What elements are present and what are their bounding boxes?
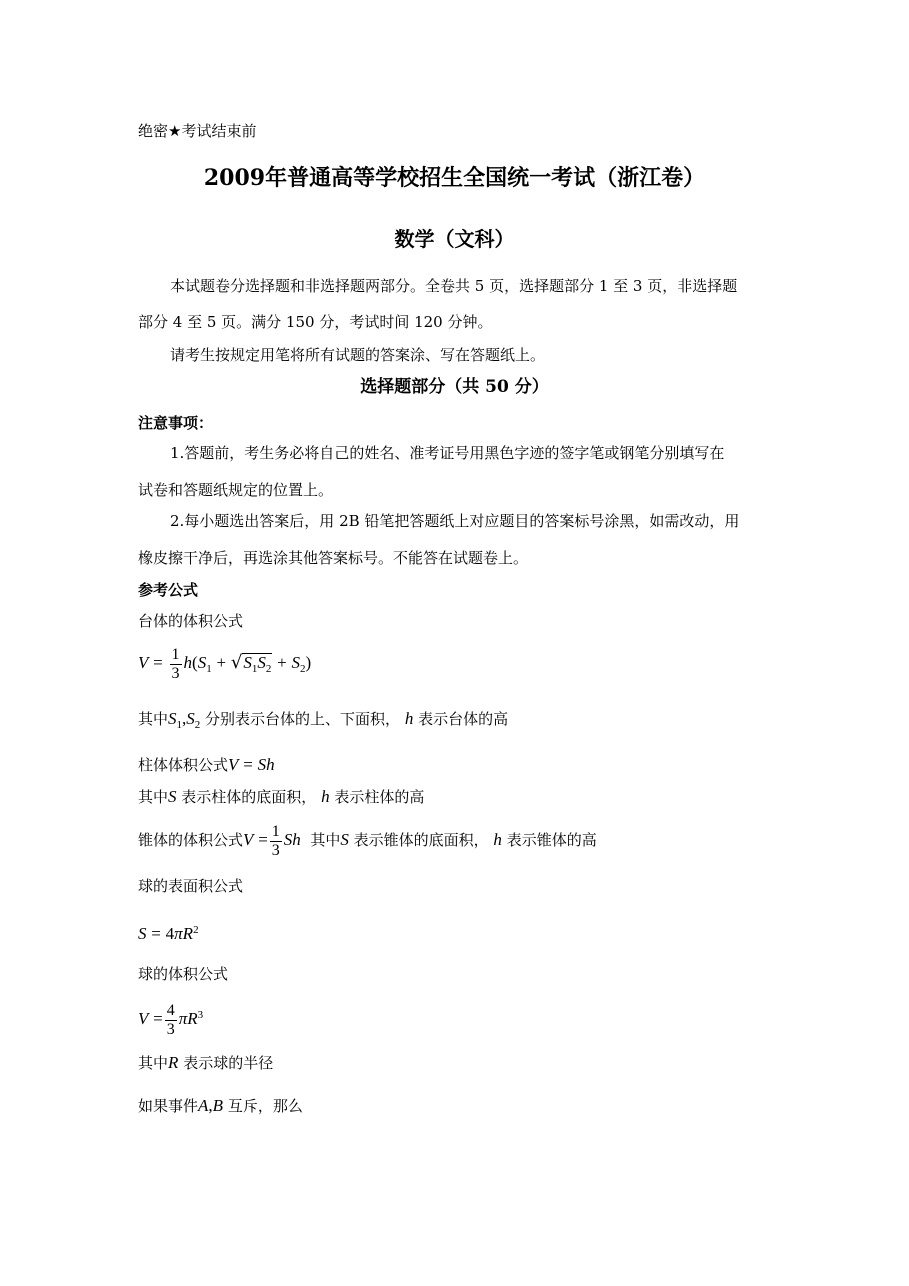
events-line: 如果事件A,B 互斥，那么: [138, 1096, 303, 1115]
prism-formula: 柱体体积公式V = Sh: [138, 755, 275, 774]
intro-line-3: 请考生按规定用笔将所有试题的答案涂、写在答题纸上。: [170, 346, 546, 364]
secret-label: 绝密★考试结束前: [138, 122, 257, 140]
notes-item-2-line-1: 2.每小题选出答案后，用 2B 铅笔把答题纸上对应题目的答案标号涂黑，如需改动，用: [170, 512, 740, 530]
sphere-area-label: 球的表面积公式: [138, 877, 244, 895]
notes-item-2-line-2: 橡皮擦干净后，再选涂其他答案标号。不能答在试题卷上。: [138, 549, 529, 567]
notes-item-1-line-1: 1.答题前，考生务必将自己的姓名、准考证号用黑色字迹的签字笔或钢笔分别填写在: [170, 444, 725, 462]
sphere-volume-formula: V = $\frac{4}{3}$ $\pi R^3$: [138, 1001, 204, 1038]
prism-desc: 其中S 表示柱体的底面积， h 表示柱体的高: [138, 787, 425, 806]
frustum-formula: V = $\frac{1}{3}$ $h(S_1 + √S_1S_2 + S_2)$: [138, 645, 312, 682]
sphere-desc: 其中R 表示球的半径: [138, 1053, 274, 1072]
cone-formula: 锥体的体积公式V = $\frac{1}{3}$ Sh 其中S 表示锥体的底面积， h 表示锥体的高: [138, 822, 597, 859]
notes-item-1-line-2: 试卷和答题纸规定的位置上。: [138, 481, 334, 499]
intro-line-2: 部分 4 至 5 页。满分 150 分，考试时间 120 分钟。: [138, 313, 493, 331]
exam-title: 2009年普通高等学校招生全国统一考试（浙江卷）: [203, 165, 706, 191]
frustum-desc: 其中$S_1,S_2$ 分别表示台体的上、下面积， h 表示台体的高: [138, 709, 509, 731]
formulas-heading: 参考公式: [138, 581, 199, 599]
sphere-volume-label: 球的体积公式: [138, 965, 229, 983]
frustum-label: 台体的体积公式: [138, 612, 244, 630]
notes-heading: 注意事项：: [138, 414, 214, 432]
section-title: 选择题部分（共 50 分）: [360, 377, 549, 397]
sphere-area-formula: $S = 4\pi R^2$: [138, 924, 199, 943]
intro-line-1: 本试题卷分选择题和非选择题两部分。全卷共 5 页，选择题部分 1 至 3 页，非选择题: [170, 277, 738, 295]
subject-title: 数学（文科）: [394, 227, 515, 251]
